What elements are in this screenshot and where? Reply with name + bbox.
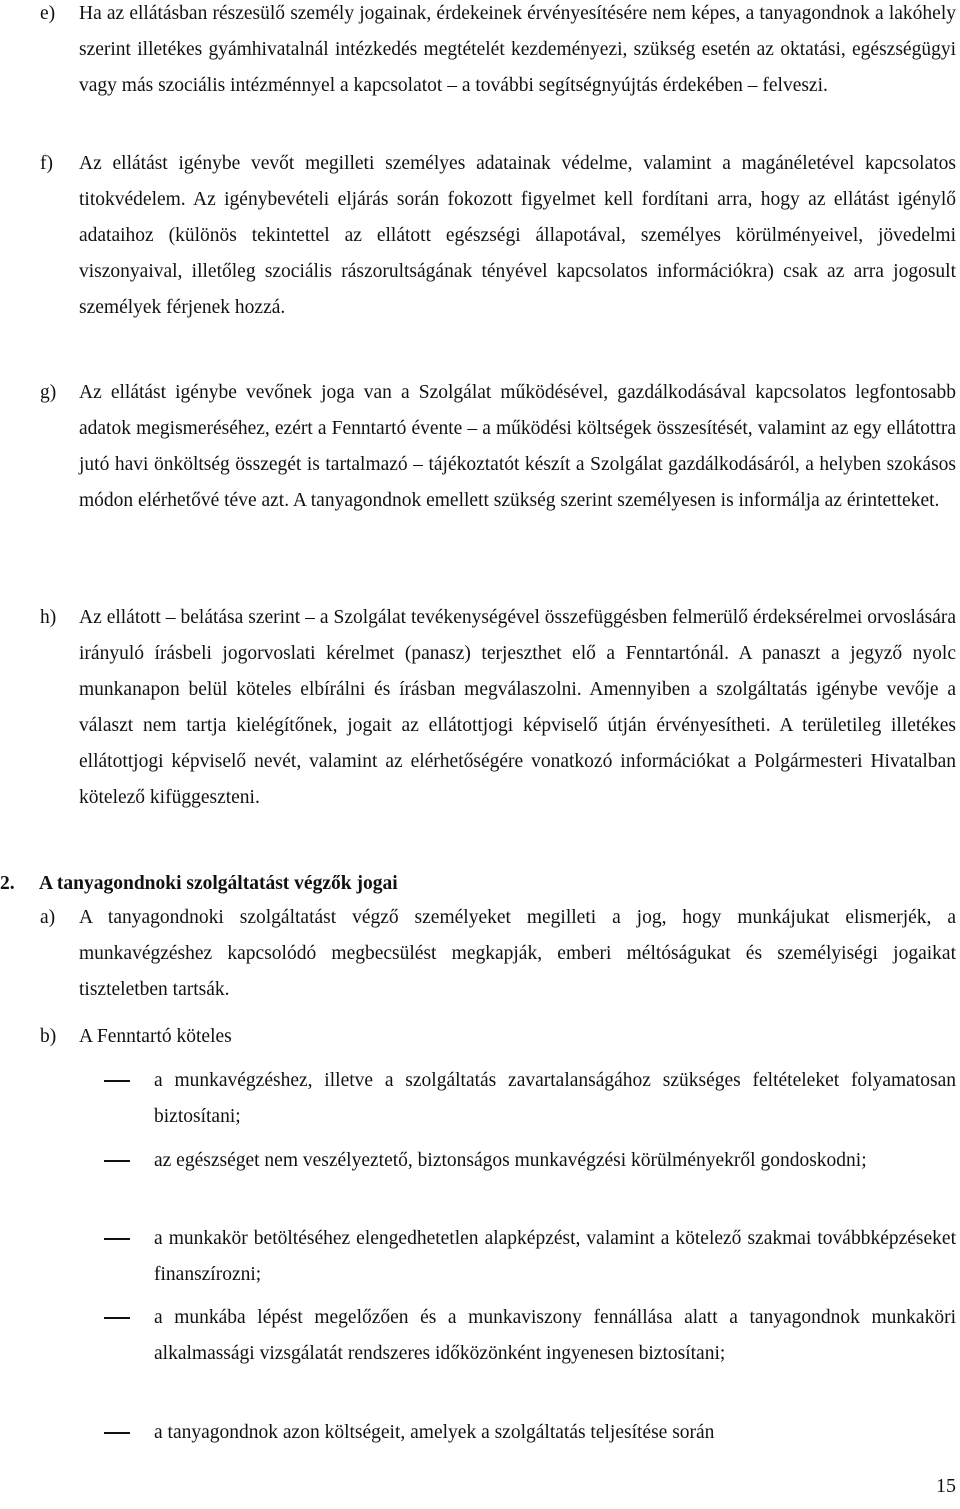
dash-list-item xyxy=(104,1063,956,1135)
dash-list-item xyxy=(104,1300,956,1372)
item-text: A tanyagondnoki szolgáltatást végző személyeket megilleti a jog, hogy munkájukat elismerjék, a munkavégzéshez kapcsolódó megbecsülést megkapják, emberi méltóságukat és személyiségi jogaikat tiszteletben tartsák. xyxy=(79,907,956,1000)
dash-bullet xyxy=(104,1238,130,1240)
item-label: b) xyxy=(40,1026,57,1047)
item-text: Az ellátást igénybe vevőt megilleti személyes adatainak védelme, valamint a magánéletével kapcsolatos titokvédelem. Az igénybevételi eljárás során fokozott figyelmet kell fordítani arra, hogy az ellátást igénylő adataihoz (különös tekintettel az ellátott egészségi állapotával, személyes körülményeivel, jövedelmi viszonyaival, illetőleg szociális rászorultságának tényével kapcsolatos információkra) csak az arra jogosult személyek férjenek hozzá. xyxy=(79,153,956,318)
item-label: h) xyxy=(40,607,57,628)
dash-bullet xyxy=(104,1160,130,1162)
item-text: Az ellátást igénybe vevőnek joga van a Szolgálat működésével, gazdálkodásával kapcsolatos legfontosabb adatok megismeréséhez, ezért a Fenntartó évente – a működési költségek összesítését, valamint az egy ellátottra jutó havi önköltség összegét is tartalmazó – tájékoztatót készít a Szolgálat gazdálkodásáról, a helyben szokásos módon elérhetővé téve azt. A tanyagondnok emellett szükség szerint személyesen is informálja az érintetteket. xyxy=(79,382,956,511)
item-text: Az ellátott – belátása szerint – a Szolgálat tevékenységével összefüggésben felmerülő érdeksérelmei orvoslására irányuló írásbeli jogorvoslati kérelmet (panasz) terjeszthet elő a Fenntartónál. A panaszt a jegyző nyolc munkanapon belül köteles elbírálni és írásban megválaszolni. Amennyiben a szolgáltatás igénybe vevője a választ nem tartja kielégítőnek, jogait az ellátottjogi képviselő útján érvényesítheti. A területileg illetékes ellátottjogi képviselő nevét, valamint az elérhetőségére vonatkozó információkat a Polgármesteri Hivatalban kötelező kifüggeszteni. xyxy=(79,607,956,808)
list-item-a xyxy=(40,900,956,1008)
list-item-f xyxy=(40,146,956,326)
dash-item-text: a munkavégzéshez, illetve a szolgáltatás zavartalanságához szükséges feltételeket folyamatosan biztosítani; xyxy=(154,1070,956,1127)
dash-item-text: a tanyagondnok azon költségeit, amelyek a szolgáltatás teljesítése során xyxy=(154,1422,715,1443)
list-item-g xyxy=(40,375,956,519)
dash-item-text: a munkakör betöltéséhez elengedhetetlen alapképzést, valamint a kötelező szakmai továbbképzéseket finanszírozni; xyxy=(154,1228,956,1285)
dash-list-item xyxy=(104,1221,956,1293)
item-label: f) xyxy=(40,153,53,174)
dash-bullet xyxy=(104,1080,130,1082)
dash-bullet xyxy=(104,1432,130,1434)
dash-list-item xyxy=(104,1143,956,1179)
item-label: e) xyxy=(40,3,56,24)
dash-list-item xyxy=(104,1415,956,1451)
dash-item-text: az egészséget nem veszélyeztető, biztonságos munkavégzési körülményekről gondoskodni; xyxy=(154,1150,867,1171)
item-text: A Fenntartó köteles xyxy=(79,1026,232,1047)
dash-item-text: a munkába lépést megelőzően és a munkaviszony fennállása alatt a tanyagondnok munkaköri alkalmassági vizsgálatát rendszeres időközönként ingyenesen biztosítani; xyxy=(154,1307,956,1364)
list-item-h xyxy=(40,600,956,816)
section-number: 2. xyxy=(0,873,15,894)
page-number: 15 xyxy=(936,1475,956,1497)
item-text: Ha az ellátásban részesülő személy jogainak, érdekeinek érvényesítésére nem képes, a tanyagondnok a lakóhely szerint illetékes gyámhivatalnál intézkedés megtételét kezdeményezi, szükség esetén az oktatási, egészségügyi vagy más szociális intézménnyel a kapcsolatot – a további segítségnyújtás érdekében – felveszi. xyxy=(79,3,956,96)
list-item-b xyxy=(40,1019,956,1055)
dash-bullet xyxy=(104,1317,130,1319)
list-item-e xyxy=(40,0,956,104)
item-label: a) xyxy=(40,907,56,928)
section-title: A tanyagondnoki szolgáltatást végzők jogai xyxy=(39,873,398,894)
item-label: g) xyxy=(40,382,57,403)
